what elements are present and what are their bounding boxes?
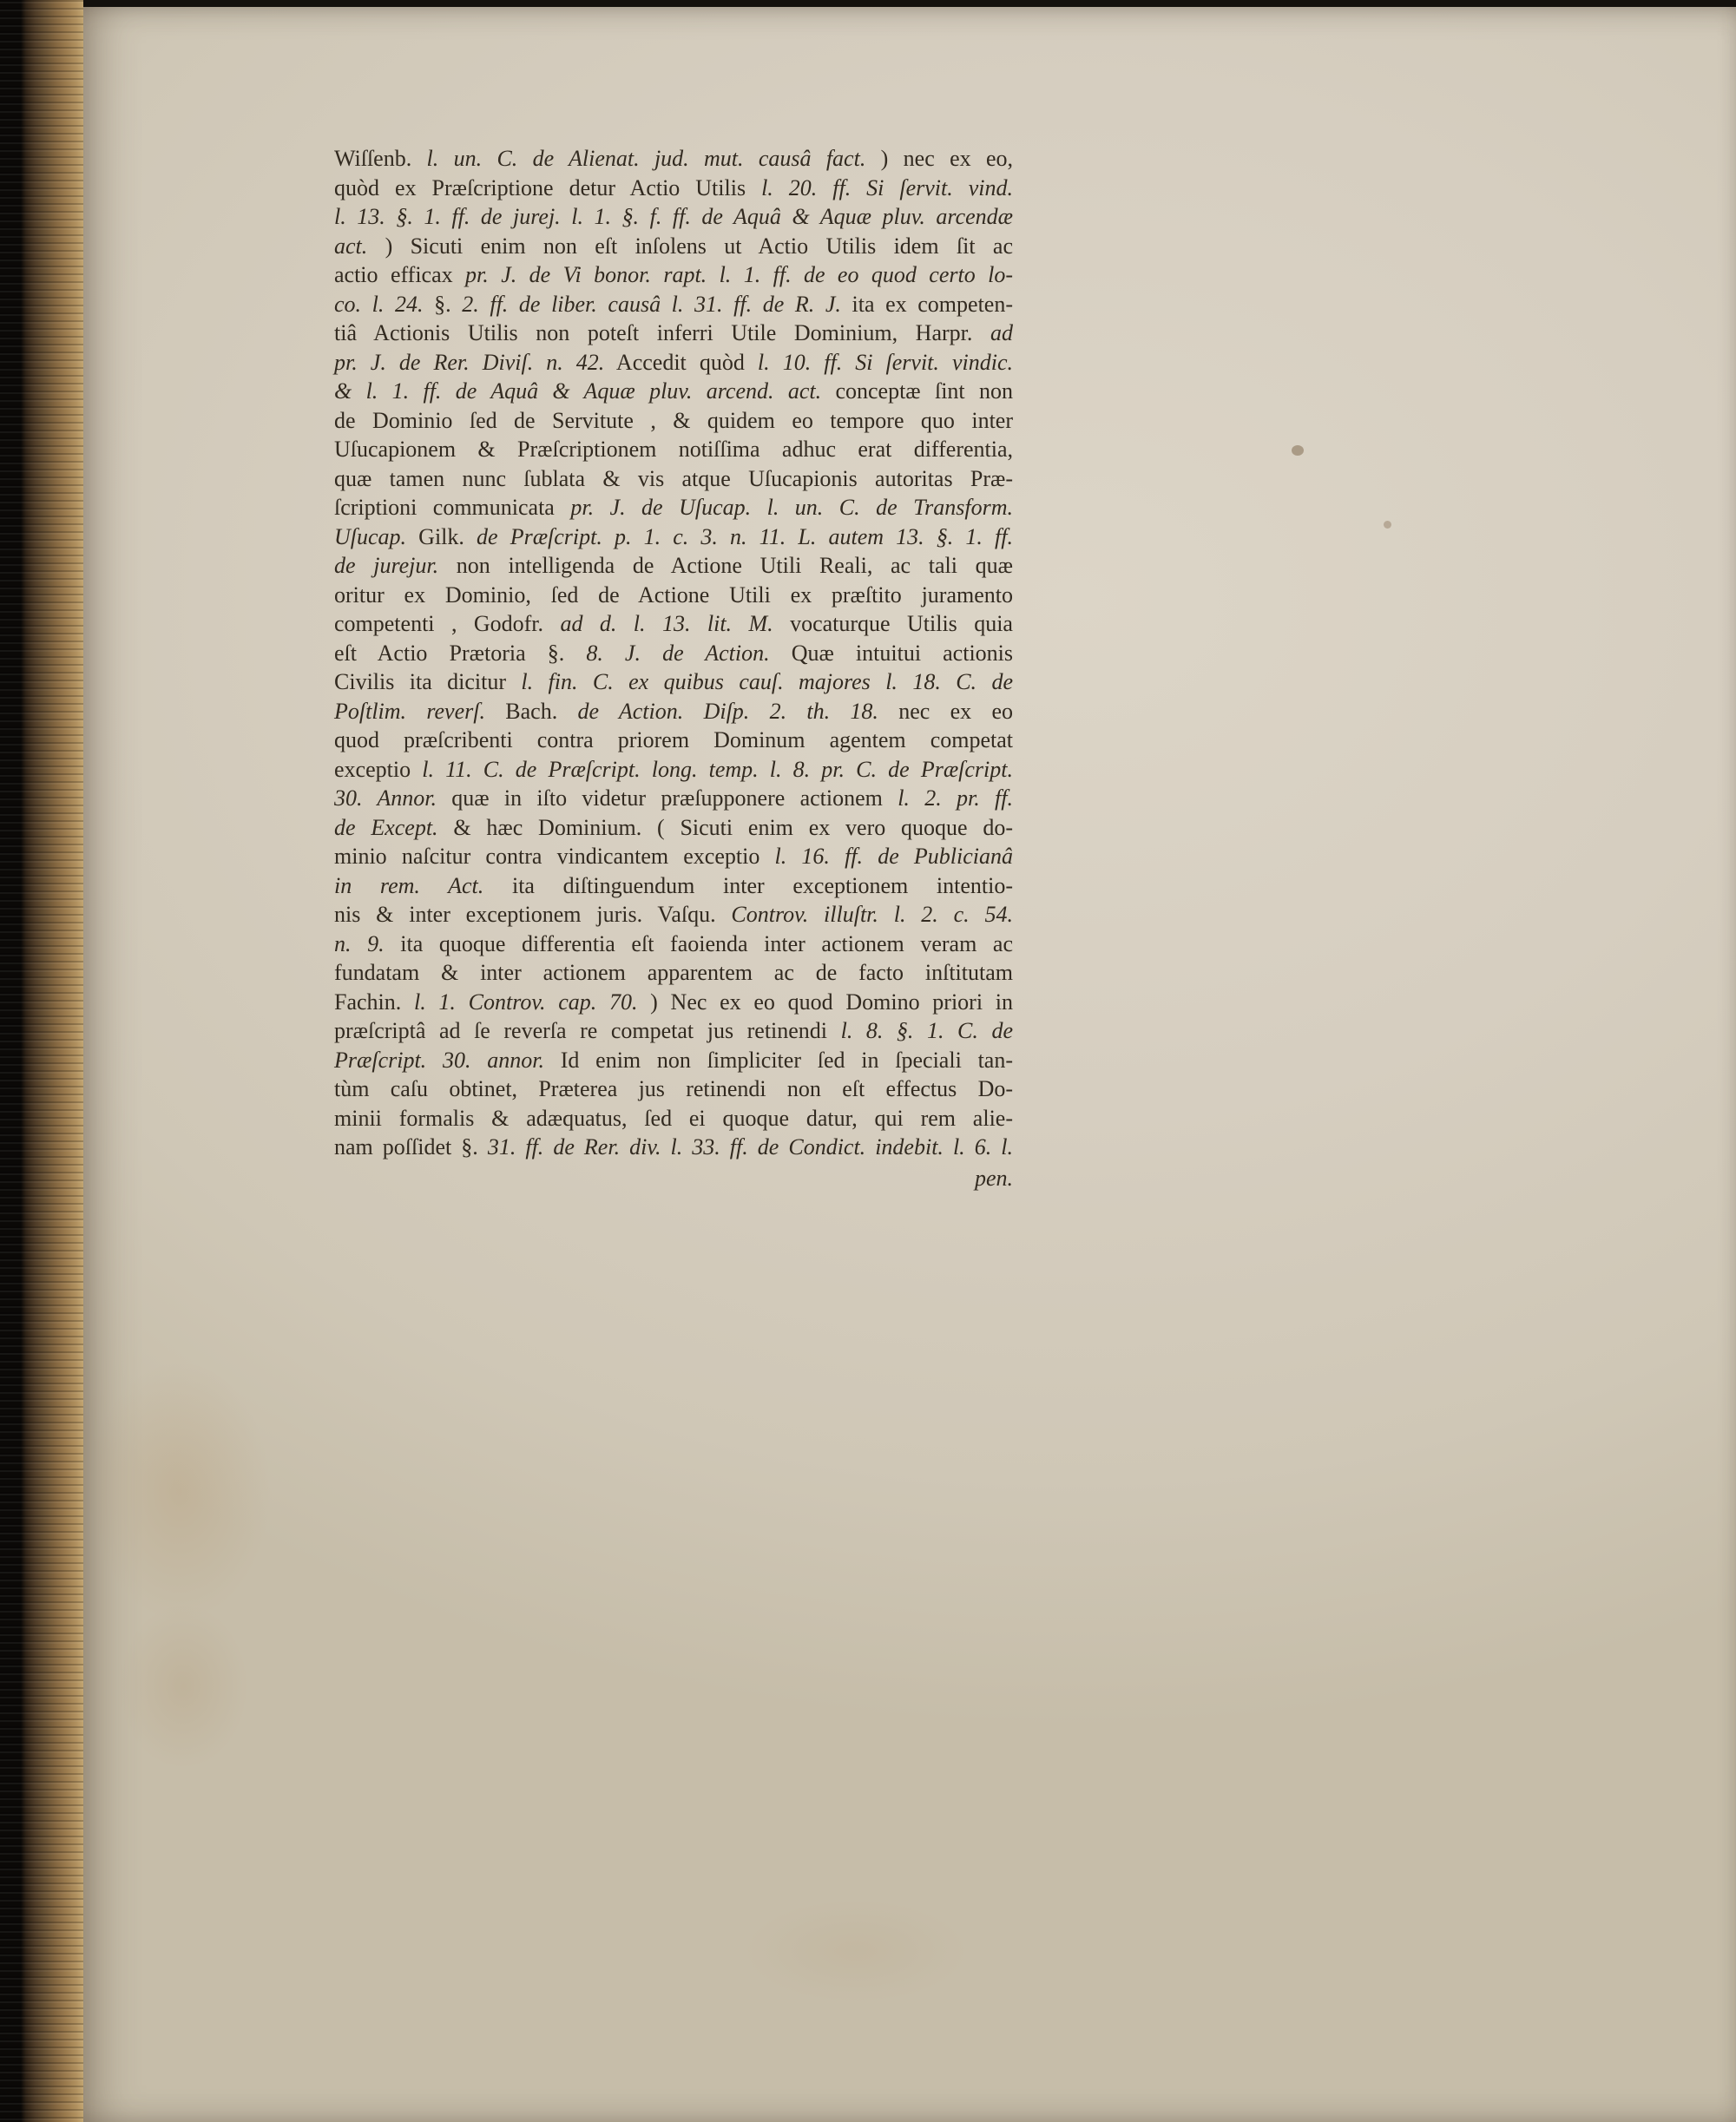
text-line: actio efficax pr. J. de Vi bonor. rapt. l. 1. ff. de eo quod certo lo- <box>334 262 1014 287</box>
text-line: tùm caſu obtinet, Præterea jus retinendi non eſt effectus Do- <box>334 1076 1013 1101</box>
text-line: co. l. 24. §. 2. ff. de liber. causâ l. 31. ff. de R. J. ita ex competen- <box>334 291 1013 317</box>
book-page <box>83 7 1736 2122</box>
text-line: nis & inter exceptionem juris. Vaſqu. Controv. illuſtr. l. 2. c. 54. <box>334 902 1013 927</box>
text-line: act. ) Sicuti enim non eſt inſolens ut Actio Utilis idem ſit ac <box>334 233 1013 259</box>
text-line: de Dominio ſed de Servitute , & quidem eo tempore quo inter <box>334 407 1013 433</box>
text-line: Uſucapionem & Præſcriptionem notiſſima adhuc erat differentia, <box>334 437 1013 462</box>
paper-stain <box>89 1361 271 1621</box>
book-page-edges <box>0 0 83 2122</box>
text-line: nam poſſidet §. 31. ff. de Rer. div. l. 33. ff. de Condict. indebit. l. 6. l. <box>334 1134 1013 1160</box>
text-line: fundatam & inter actionem apparentem ac de facto inſtitutam <box>334 960 1013 985</box>
text-line: ſcriptioni communicata pr. J. de Uſucap. l. un. C. de Transform. <box>334 495 1013 520</box>
text-line: Præſcript. 30. annor. Id enim non ſimpliciter ſed in ſpeciali tan- <box>334 1047 1013 1073</box>
text-line: Fachin. l. 1. Controv. cap. 70. ) Nec ex eo quod Domino priori in <box>334 989 1013 1015</box>
page-text-block <box>334 144 1013 1162</box>
text-line: de Except. & hæc Dominium. ( Sicuti enim ex vero quoque do- <box>334 814 1014 840</box>
catchword: pen. <box>974 1165 1013 1191</box>
text-line: Poſtlim. reverſ. Bach. de Action. Diſp. 2. th. 18. nec ex eo <box>334 698 1014 724</box>
text-line: in rem. Act. ita diſtinguendum inter exceptionem intentio- <box>334 872 1014 898</box>
text-line: eſt Actio Prætoria §. 8. J. de Action. Quæ intuitui actionis <box>334 640 1014 666</box>
text-line: exceptio l. 11. C. de Præſcript. long. temp. l. 8. pr. C. de Præſcript. <box>334 756 1014 782</box>
text-line: tiâ Actionis Utilis non poteſt inferri Utile Dominium, Harpr. ad <box>334 320 1013 345</box>
text-line: Wiſſenb. l. un. C. de Alienat. jud. mut. causâ fact. ) nec ex eo, <box>334 146 1013 171</box>
paper-speck <box>1384 521 1391 529</box>
text-line: & l. 1. ff. de Aquâ & Aquæ pluv. arcend. act. conceptæ ſint non <box>334 378 1014 404</box>
text-line: 30. Annor. quæ in iſto videtur præſupponere actionem l. 2. pr. ff. <box>334 785 1013 811</box>
paper-stain <box>118 1604 248 1769</box>
text-line: de jurejur. non intelligenda de Actione Utili Reali, ac tali quæ <box>334 553 1013 578</box>
text-line: Civilis ita dicitur l. fin. C. ex quibus cauſ. majores l. 18. C. de <box>334 669 1013 694</box>
text-line: oritur ex Dominio, ſed de Actione Utili ex præſtito juramento <box>334 581 1013 608</box>
text-line: n. 9. ita quoque differentia eſt faoienda inter actionem veram ac <box>334 930 1013 956</box>
text-line: quæ tamen nunc ſublata & vis atque Uſucapionis autoritas Præ- <box>334 465 1013 491</box>
page-text-area <box>334 144 1013 1192</box>
text-line: præſcriptâ ad ſe reverſa re competat jus retinendi l. 8. §. 1. C. de <box>334 1018 1013 1043</box>
text-line: pr. J. de Rer. Diviſ. n. 42. Accedit quòd l. 10. ff. Si ſervit. vindic. <box>334 349 1013 375</box>
text-line: quòd ex Præſcriptione detur Actio Utilis l. 20. ff. Si ſervit. vind. <box>334 174 1013 200</box>
text-line: competenti , Godofr. ad d. l. 13. lit. M. vocaturque Utilis quia <box>334 611 1013 636</box>
paper-speck <box>1292 445 1304 456</box>
paper-stain <box>743 1899 969 2003</box>
text-line: minio naſcitur contra vindicantem exceptio l. 16. ff. de Publicianâ <box>334 844 1013 869</box>
text-line: quod præſcribenti contra priorem Dominum agentem competat <box>334 727 1013 752</box>
text-line: Uſucap. Gilk. de Præſcript. p. 1. c. 3. n. 11. L. autem 13. §. 1. ff. <box>334 523 1013 549</box>
text-line: l. 13. §. 1. ff. de jurej. l. 1. §. f. ff. de Aquâ & Aquæ pluv. arcendæ <box>334 204 1013 229</box>
text-line: minii formalis & adæquatus, ſed ei quoque datur, qui rem alie- <box>334 1105 1013 1131</box>
